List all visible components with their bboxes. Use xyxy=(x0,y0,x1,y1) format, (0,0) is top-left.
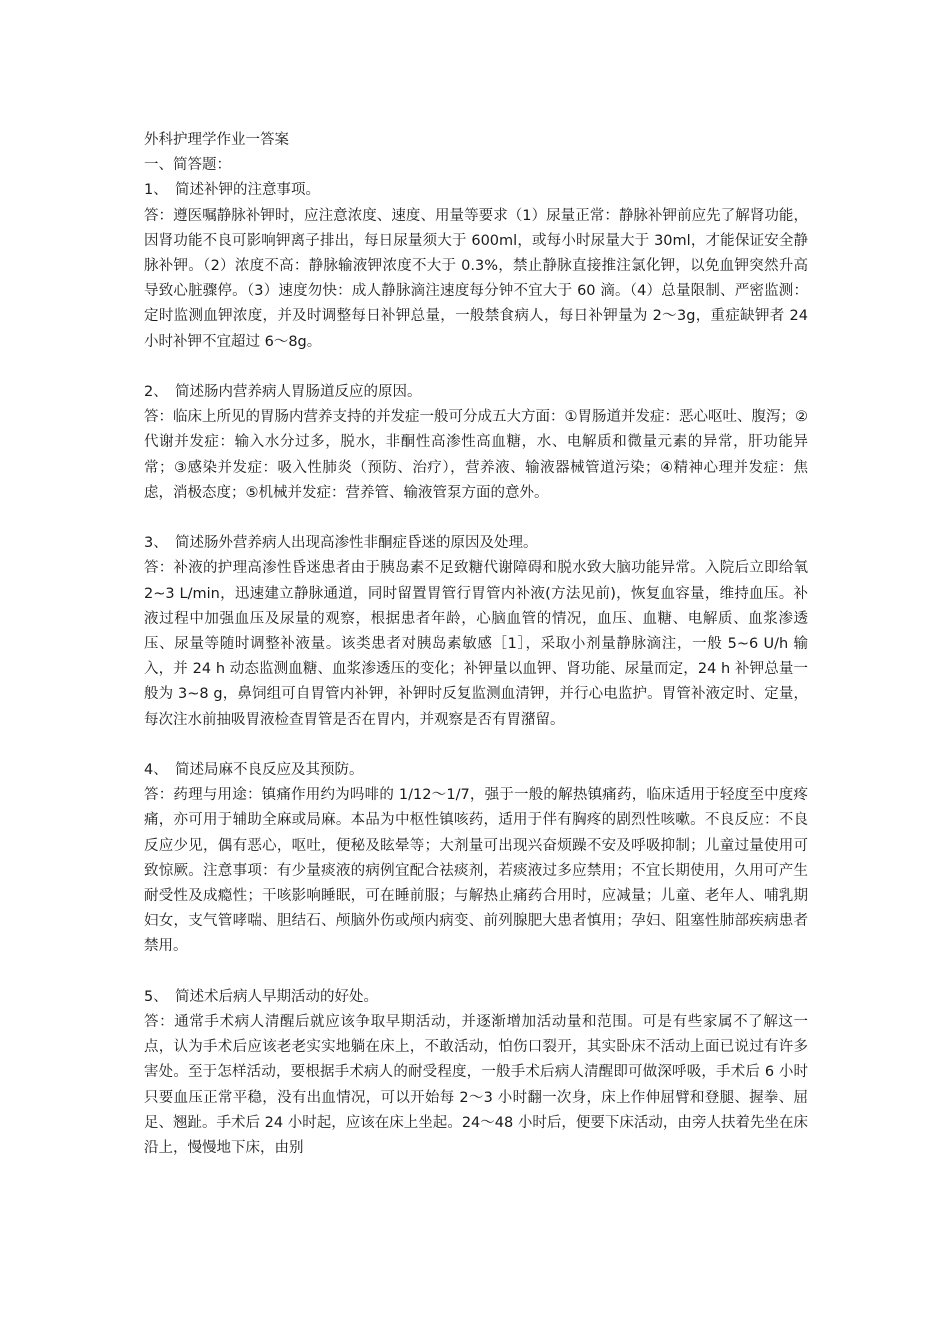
paragraph-spacer xyxy=(144,355,808,380)
question-4: 4、 简述局麻不良反应及其预防。 xyxy=(144,762,364,779)
document-title: 外科护理学作业一答案 xyxy=(144,132,289,148)
answer-5: 答：通常手术病人清醒后就应该争取早期活动，并逐渐增加活动量和范围。可是有些家属不了解这一点，认为手术后应该老老实实地躺在床上，不敢活动，怕伤口裂开，其实卧床不活动上面已说过有许多害处。至于怎样活动，要根据手术病人的耐受程度，一般手术后病人清醒即可做深呼吸，手术后 6 小时只要血压正常平稳，没有出血情况，可以开始每 2～3 小时翻一次身，床上作伸屈臂和登腿、握拳、屈足、翘趾。手术后 24 小时起，应该在床上坐起。24～48 小时后，便要下床活动，由旁人扶着先坐在床沿上，慢慢地下床，由别 xyxy=(144,1014,808,1157)
document-page xyxy=(144,128,808,1161)
answer-1: 答：遵医嘱静脉补钾时，应注意浓度、速度、用量等要求（1）尿量正常：静脉补钾前应先了解肾功能，因肾功能不良可影响钾离子排出，每日尿量须大于 600ml，或每小时尿量大于 30ml，才能保证安全静脉补钾。（2）浓度不高：静脉输液钾浓度不大于 0.3%，禁止静脉直接推注氯化钾，以免血钾突然升高导致心脏骤停。（3）速度勿快：成人静脉滴注速度每分钟不宜大于 60 滴。（4）总量限制、严密监测：定时监测血钾浓度，并及时调整每日补钾总量，一般禁食病人，每日补钾量为 2～3g，重症缺钾者 24 小时补钾不宜超过 6～8g。 xyxy=(144,207,808,350)
paragraph-spacer xyxy=(144,506,808,531)
answer-2: 答：临床上所见的胃肠内营养支持的并发症一般可分成五大方面：①胃肠道并发症：恶心呕吐、腹泻；②代谢并发症：输入水分过多，脱水，非酮性高渗性高血糖，水、电解质和微量元素的异常，肝功能异常；③感染并发症：吸入性肺炎（预防、治疗），营养液、输液器械管道污染；④精神心理并发症：焦虑，消极态度；⑤机械并发症：营养管、输液管泵方面的意外。 xyxy=(144,409,808,501)
answer-4: 答：药理与用途：镇痛作用约为吗啡的 1/12～1/7，强于一般的解热镇痛药，临床适用于轻度至中度疼痛，亦可用于辅助全麻或局麻。本品为中枢性镇咳药，适用于伴有胸疼的剧烈性咳嗽。不良反应：不良反应少见，偶有恶心，呕吐，便秘及眩晕等；大剂量可出现兴奋烦躁不安及呼吸抑制；儿童过量使用可致惊厥。注意事项：有少量痰液的病例宜配合祛痰剂，若痰液过多应禁用；不宜长期使用，久用可产生耐受性及成瘾性；干咳影响睡眠，可在睡前服；与解热止痛药合用时，应减量；儿童、老年人、哺乳期妇女，支气管哮喘、胆结石、颅脑外伤或颅内病变、前列腺肥大患者慎用；孕妇、阻塞性肺部疾病患者禁用。 xyxy=(144,787,808,955)
question-2: 2、 简述肠内营养病人胃肠道反应的原因。 xyxy=(144,384,422,401)
question-3: 3、 简述肠外营养病人出现高渗性非酮症昏迷的原因及处理。 xyxy=(144,535,538,552)
question-5: 5、 简述术后病人早期活动的好处。 xyxy=(144,988,378,1005)
answer-3: 答：补液的护理高渗性昏迷患者由于胰岛素不足致糖代谢障碍和脱水致大脑功能异常。入院后立即给氧 2~3 L/min，迅速建立静脉通道，同时留置胃管行胃管内补液(方法见前)，恢复血容量，维持血压。补液过程中加强血压及尿量的观察，根据患者年龄，心脑血管的情况，血压、血糖、电解质、血浆渗透压、尿量等随时调整补液量。该类患者对胰岛素敏感［1］，采取小剂量静脉滴注，一般 5~6 U/h 输入，并 24 h 动态监测血糖、血浆渗透压的变化；补钾量以血钾、肾功能、尿量而定，24 h 补钾总量一般为 3~8 g，鼻饲组可自胃管内补钾，补钾时反复监测血清钾，并行心电监护。胃管补液定时、定量，每次注水前抽吸胃液检查胃管是否在胃内，并观察是否有胃潴留。 xyxy=(144,560,808,728)
paragraph-spacer xyxy=(144,733,808,758)
question-1: 1、 简述补钾的注意事项。 xyxy=(144,182,320,199)
paragraph-spacer xyxy=(144,960,808,985)
section-heading: 一、简答题： xyxy=(144,157,231,174)
